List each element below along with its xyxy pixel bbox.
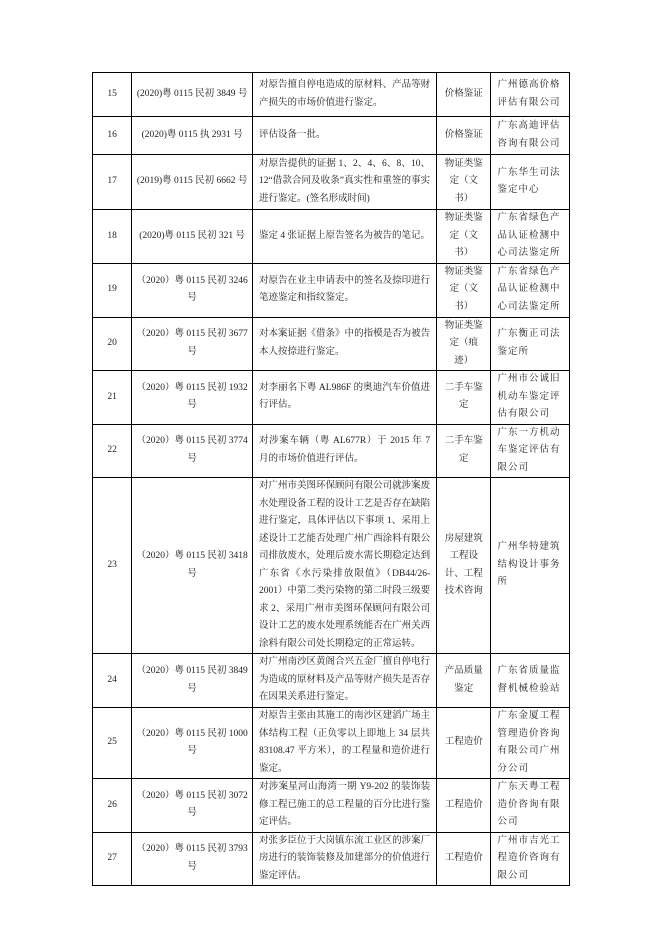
- table-row: [93, 263, 570, 317]
- appraisal-type: 工程造价: [437, 832, 491, 886]
- case-number: （2020）粤 0115 民初 3849 号: [132, 654, 253, 708]
- appraisal-agency: 广州德高价格评估有限公司: [491, 73, 570, 117]
- table-row: [93, 210, 570, 264]
- appraisal-content: 对张多臣位于大岗镇东流工业区的涉案厂房进行的装饰装修及加建部分的价值进行鉴定评估。: [252, 832, 436, 886]
- appraisal-type: 价格鉴证: [437, 117, 491, 155]
- appraisal-content: 评估设备一批。: [252, 117, 436, 155]
- table-row: [93, 832, 570, 886]
- row-number: 26: [93, 779, 132, 833]
- appraisal-agency: 广东金厦工程管理造价咨询有限公司广州分公司: [491, 708, 570, 779]
- appraisal-agency: 广州市吉光工程造价咨询有限公司: [491, 832, 570, 886]
- appraisal-content: 对广州市美图环保顾问有限公司就涉案废水处理设备工程的设计工艺是否存在缺陷进行鉴定，具体评估以下事项 1、采用上述设计工艺能否处理广州广西涂料有限公司排放废水，处理后废水需长期稳定达到广东省《水污染排放限值》（DB44/26-2001）中第二类污染物的第二时段三级要求 2、采用广州市美图环保顾问有限公司设计工艺的废水处理系统能否在广州关西涂料有限公司处长期稳定的正常运转。: [252, 478, 436, 654]
- row-number: 19: [93, 263, 132, 317]
- appraisal-type: 工程造价: [437, 779, 491, 833]
- appraisal-agency: 广东衡正司法鉴定所: [491, 317, 570, 371]
- table-row: [93, 478, 570, 654]
- appraisal-type: 物证类鉴定（痕迹）: [437, 317, 491, 371]
- case-number: （2020）粤 0115 民初 3774 号: [132, 424, 253, 478]
- case-number: (2020)粤 0115 执 2931 号: [132, 117, 253, 155]
- case-number: (2020)粤 0115 民初 3849 号: [132, 73, 253, 117]
- appraisal-content: 对涉案星河山海湾一期 Y9-202 的装饰装修工程已施工的总工程量的百分比进行鉴定评估。: [252, 779, 436, 833]
- appraisal-content: 对原告在业主申请表中的签名及捺印进行笔迹鉴定和指纹鉴定。: [252, 263, 436, 317]
- row-number: 16: [93, 117, 132, 155]
- appraisal-type: 物证类鉴定（文书）: [437, 210, 491, 264]
- row-number: 18: [93, 210, 132, 264]
- appraisal-content: 对本案证据《借条》中的指模是否为被告本人按捺进行鉴定。: [252, 317, 436, 371]
- case-number: （2020）粤 0115 民初 3677 号: [132, 317, 253, 371]
- table-row: [93, 73, 570, 117]
- appraisal-agency: 广东一方机动车鉴定评估有限公司: [491, 424, 570, 478]
- table-row: [93, 371, 570, 425]
- appraisal-agency: 广东省质量监督机械检验站: [491, 654, 570, 708]
- appraisal-cases-table: [92, 72, 570, 886]
- appraisal-agency: 广东省绿色产品认证检测中心司法鉴定所: [491, 210, 570, 264]
- row-number: 21: [93, 371, 132, 425]
- case-number: （2020）粤 0115 民初 3246 号: [132, 263, 253, 317]
- appraisal-content: 对涉案车辆（粤 AL677R）于 2015 年 7 月的市场价值进行评估。: [252, 424, 436, 478]
- row-number: 22: [93, 424, 132, 478]
- appraisal-type: 二手车鉴定: [437, 424, 491, 478]
- appraisal-content: 对原告提供的证据 1、2、4、6、8、10、12“借款合同及收条”真实性和重签的事实进行鉴定。(签名形成时间): [252, 155, 436, 210]
- table-row: [93, 155, 570, 210]
- appraisal-type: 物证类鉴定（文书）: [437, 263, 491, 317]
- row-number: 15: [93, 73, 132, 117]
- table-row: [93, 654, 570, 708]
- case-number: （2020）粤 0115 民初 3072 号: [132, 779, 253, 833]
- case-number: (2020)粤 0115 民初 321 号: [132, 210, 253, 264]
- row-number: 24: [93, 654, 132, 708]
- appraisal-type: 工程造价: [437, 708, 491, 779]
- row-number: 17: [93, 155, 132, 210]
- appraisal-agency: 广州市公诚旧机动车鉴定评估有限公司: [491, 371, 570, 425]
- row-number: 20: [93, 317, 132, 371]
- appraisal-agency: 广东天粤工程造价咨询有限公司: [491, 779, 570, 833]
- table-row: [93, 317, 570, 371]
- appraisal-content: 对原告主张由其施工的南沙区建滔广场主体结构工程（正负零以上即地上 34 层共 83108.47 平方米），的工程量和造价进行鉴定。: [252, 708, 436, 779]
- appraisal-content: 对原告擅自停电造成的原材料、产品等财产损失的市场价值进行鉴定。: [252, 73, 436, 117]
- appraisal-agency: 广东省绿色产品认证检测中心司法鉴定所: [491, 263, 570, 317]
- case-number: （2020）粤 0115 民初 1000 号: [132, 708, 253, 779]
- appraisal-type: 产品质量鉴定: [437, 654, 491, 708]
- appraisal-agency: 广东华生司法鉴定中心: [491, 155, 570, 210]
- appraisal-content: 对李丽名下粤 AL986F 的奥迪汽车价值进行评估。: [252, 371, 436, 425]
- appraisal-content: 鉴定 4 张证据上原告签名为被告的笔记。: [252, 210, 436, 264]
- case-number: （2020）粤 0115 民初 3793 号: [132, 832, 253, 886]
- appraisal-type: 价格鉴证: [437, 73, 491, 117]
- case-number: （2020）粤 0115 民初 1932 号: [132, 371, 253, 425]
- table-row: [93, 117, 570, 155]
- appraisal-type: 房屋建筑工程设计、工程技术咨询: [437, 478, 491, 654]
- appraisal-type: 二手车鉴定: [437, 371, 491, 425]
- case-number: （2020）粤 0115 民初 3418 号: [132, 478, 253, 654]
- table-row: [93, 779, 570, 833]
- case-number: (2019)粤 0115 民初 6662 号: [132, 155, 253, 210]
- appraisal-type: 物证类鉴定（文书）: [437, 155, 491, 210]
- appraisal-agency: 广州华特建筑结构设计事务所: [491, 478, 570, 654]
- table-row: [93, 424, 570, 478]
- appraisal-agency: 广东高迪评估咨询有限公司: [491, 117, 570, 155]
- row-number: 25: [93, 708, 132, 779]
- row-number: 27: [93, 832, 132, 886]
- row-number: 23: [93, 478, 132, 654]
- appraisal-content: 对广州南沙区黄阁合兴五金厂擅自停电行为造成的原材料及产品等财产损失是否存在因果关系进行鉴定。: [252, 654, 436, 708]
- table-row: [93, 708, 570, 779]
